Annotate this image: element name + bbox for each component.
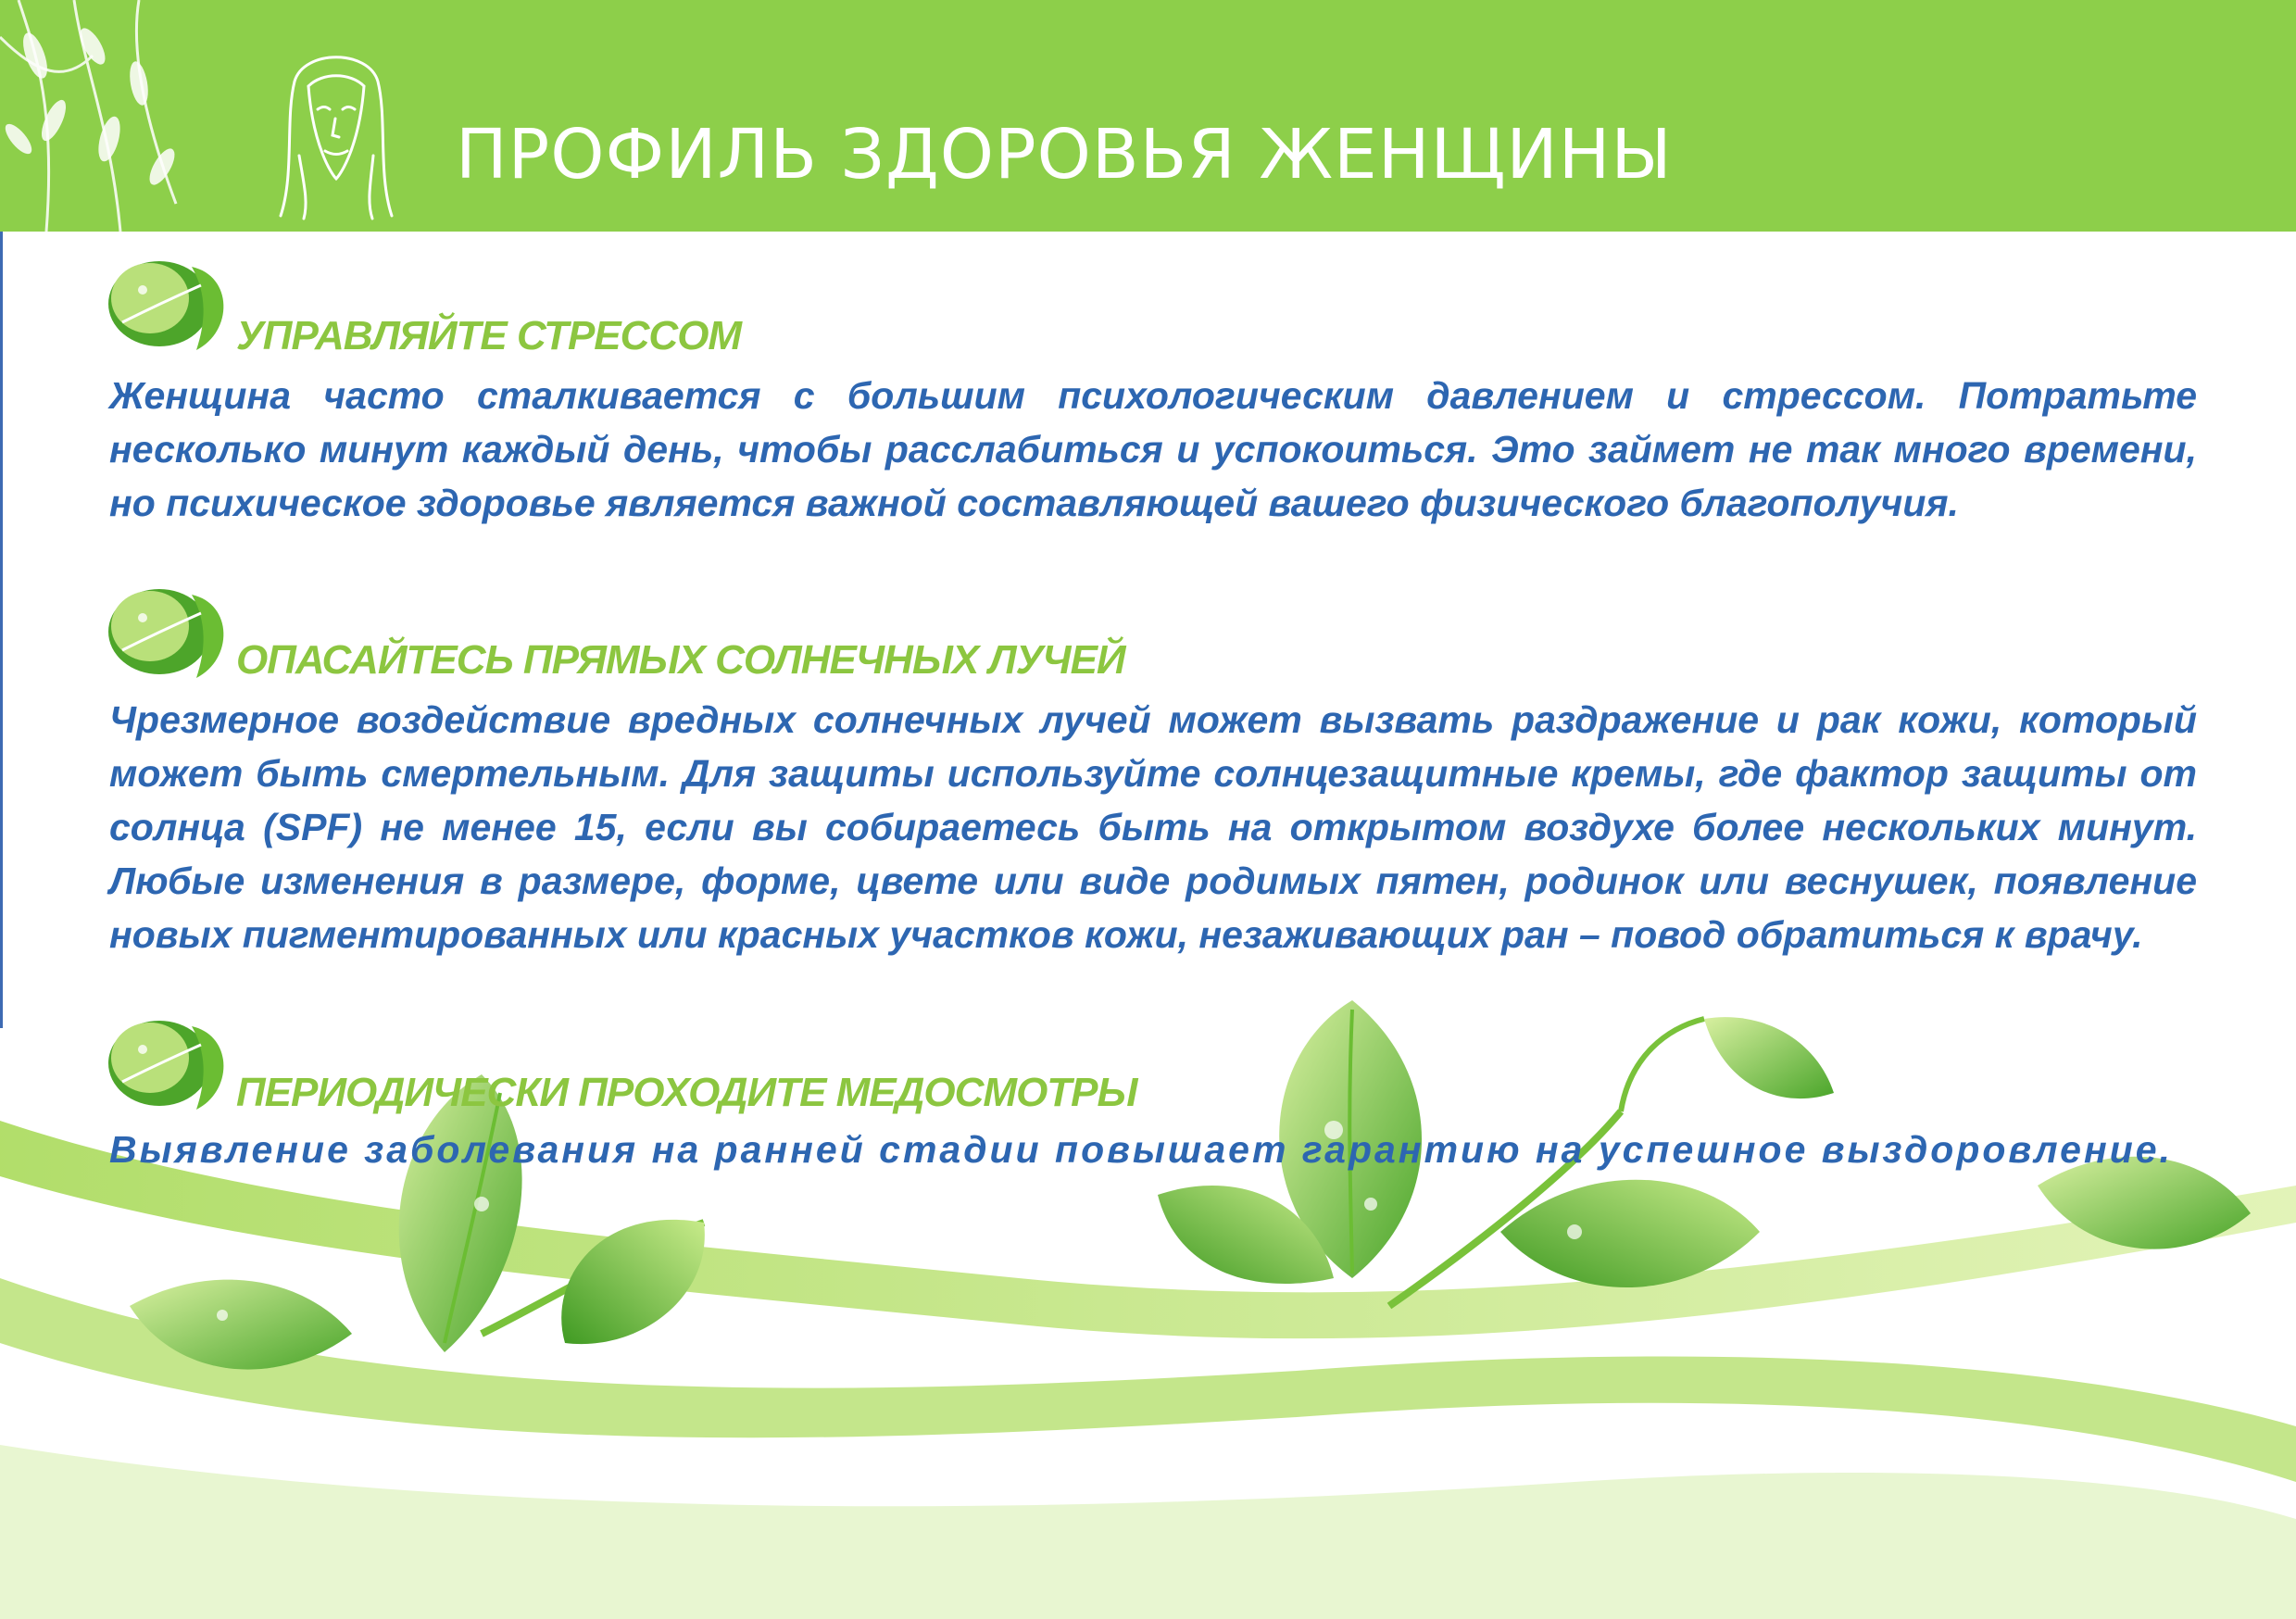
section-body: Выявление заболевания на ранней стадии повышает гарантию на успешное выздоровление.	[109, 1128, 2173, 1171]
leaf-icon	[104, 1008, 233, 1119]
leaf-icon	[104, 248, 233, 359]
section-heading: ПЕРИОДИЧЕСКИ ПРОХОДИТЕ МЕДОСМОТРЫ	[236, 1070, 1137, 1115]
section-body: Чрезмерное воздействие вредных солнечных лучей может вызвать раздражение и рак кожи, который может быть смертельным. Для защиты используйте солнцезащитные кремы, где фактор защиты от солнца (SPF) не менее 15, если вы собираетесь быть на открытом воздухе более нескольких минут. Любые изменения в размере, форме, цвете или виде родимых пятен, родинок или веснушек, появление новых пигментированных или красных участков кожи, незаживающих ран – повод обратиться к врачу.	[109, 698, 2197, 956]
woman-face-icon	[267, 44, 406, 220]
left-border-line	[0, 232, 3, 1028]
vine-decoration	[0, 0, 222, 232]
section-heading: ОПАСАЙТЕСЬ ПРЯМЫХ СОЛНЕЧНЫХ ЛУЧЕЙ	[236, 637, 1125, 683]
page-title: ПРОФИЛЬ ЗДОРОВЬЯ ЖЕНЩИНЫ	[456, 115, 1673, 195]
section-body: Женщина часто сталкивается с большим психологическим давлением и стрессом. Потратьте несколько минут каждый день, чтобы расслабиться и успокоиться. Это займет не так много времени, но психическое здоровье является важной составляющей вашего физического благополучия.	[109, 374, 2197, 524]
header-banner	[0, 0, 2296, 232]
section-heading: УПРАВЛЯЙТЕ СТРЕССОМ	[236, 313, 742, 358]
leaf-icon	[104, 576, 233, 687]
